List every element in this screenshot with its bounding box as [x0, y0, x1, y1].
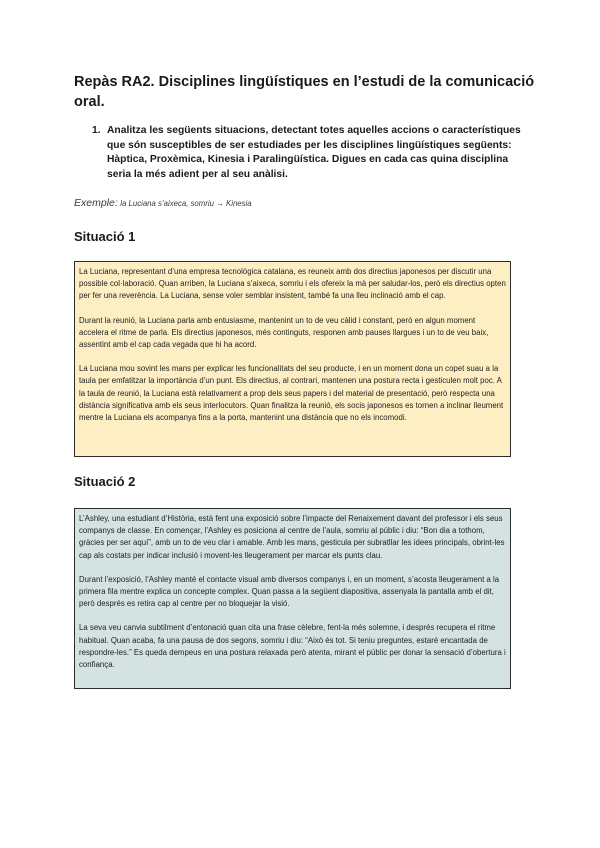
situation-2-paragraph-2: Durant l’exposició, l’Ashley manté el contacte visual amb diversos companys i, en un moment, s’acosta lleugerament a la primera fila mentre explica un concepte complex. Quan passa a la següent diapositiva, assenyala la pantalla amb el dit, però després es retira cap al centre per no bloquejar la visió. [79, 574, 500, 609]
instruction-number: 1. [92, 125, 101, 136]
instruction-text: Analitza les següents situacions, detectant totes aquelles accions o característiques que són susceptibles de ser estudiades per les disciplines lingüístiques següents: Hàptica, Proxèmica, Kinesia i Paralingüística. Digues en cada cas quina disciplina seria la més adient per al seu anàlisi. [107, 125, 521, 180]
situation-1-heading: Situació 1 [74, 229, 136, 244]
instruction [92, 124, 532, 182]
situation-1-paragraph-3: La Luciana mou sovint les mans per explicar les funcionalitats del seu producte, i en un moment dona un copet suau a la taula per emfatitzar la importància d’un punt. Els directius, al contrari, mantenen una postura recta i gesticulen molt poc. A la taula de reunió, la Luciana està relativament a prop dels seus papers i del material de presentació, però respecta una distància significativa amb els seus interlocutors. Quan finalitza la reunió, els socis japonesos es tornen a inclinar lleument mentre la Luciana els acompanya fins a la porta, mantenint una distància que no els incomodi. [79, 364, 504, 423]
page-title: Repàs RA2. Disciplines lingüístiques en l’estudi de la comunicació oral. [74, 74, 535, 110]
situation-2-paragraph-1: L’Ashley, una estudiant d’Història, està fent una exposició sobre l’impacte del Renaixement davant del professor i els seus companys de classe. En començar, l’Ashley es posiciona al centre de l’aula, somriu al públic i diu: “Bon dia a tothom, gràcies per ser aquí”, amb un to de veu clar i amable. Amb les mans, gesticula per subratllar les idees principals, obrint-les cap als costats per indicar inclusió i movent-les lleugerament per marcar els punts clau. [79, 514, 505, 560]
situation-1-box [74, 261, 511, 457]
example-text: la Luciana s’aixeca, somriu → Kinesia [120, 199, 252, 208]
situation-2-paragraph-3: La seva veu canvia subtilment d’entonació quan cita una frase cèlebre, fent-la més solemne, i després recupera el ritme habitual. Quan acaba, fa una pausa de dos segons, somriu i diu: “Això és tot. Si teniu preguntes, estaré encantada de respondre-les.” Es queda dempeus en una postura relaxada però atenta, mirant el públic per donar la sensació d’obertura i confiança. [79, 623, 506, 670]
situation-2-heading: Situació 2 [74, 474, 136, 489]
situation-1-paragraph-1: La Luciana, representant d’una empresa tecnològica catalana, es reuneix amb dos directius japonesos per discutir una possible col·laboració. Quan arriben, la Luciana s’aixeca, somriu i els ofereix la mà per saludar-los, però els directius opten per fer una reverència. La Luciana, sense voler semblar insistent, també fa una lleu inclinació amb el cap. [79, 267, 506, 301]
example [74, 197, 252, 209]
example-label: Exemple: [74, 197, 118, 209]
situation-2-box [74, 508, 511, 689]
situation-1-paragraph-2: Durant la reunió, la Luciana parla amb entusiasme, mantenint un to de veu càlid i constant, però en algun moment accelera el ritme de parla. Els directius japonesos, més continguts, responen amb pauses llargues i un to de veu baix, assentint amb el cap cada vegada que hi ha acord. [79, 315, 489, 350]
